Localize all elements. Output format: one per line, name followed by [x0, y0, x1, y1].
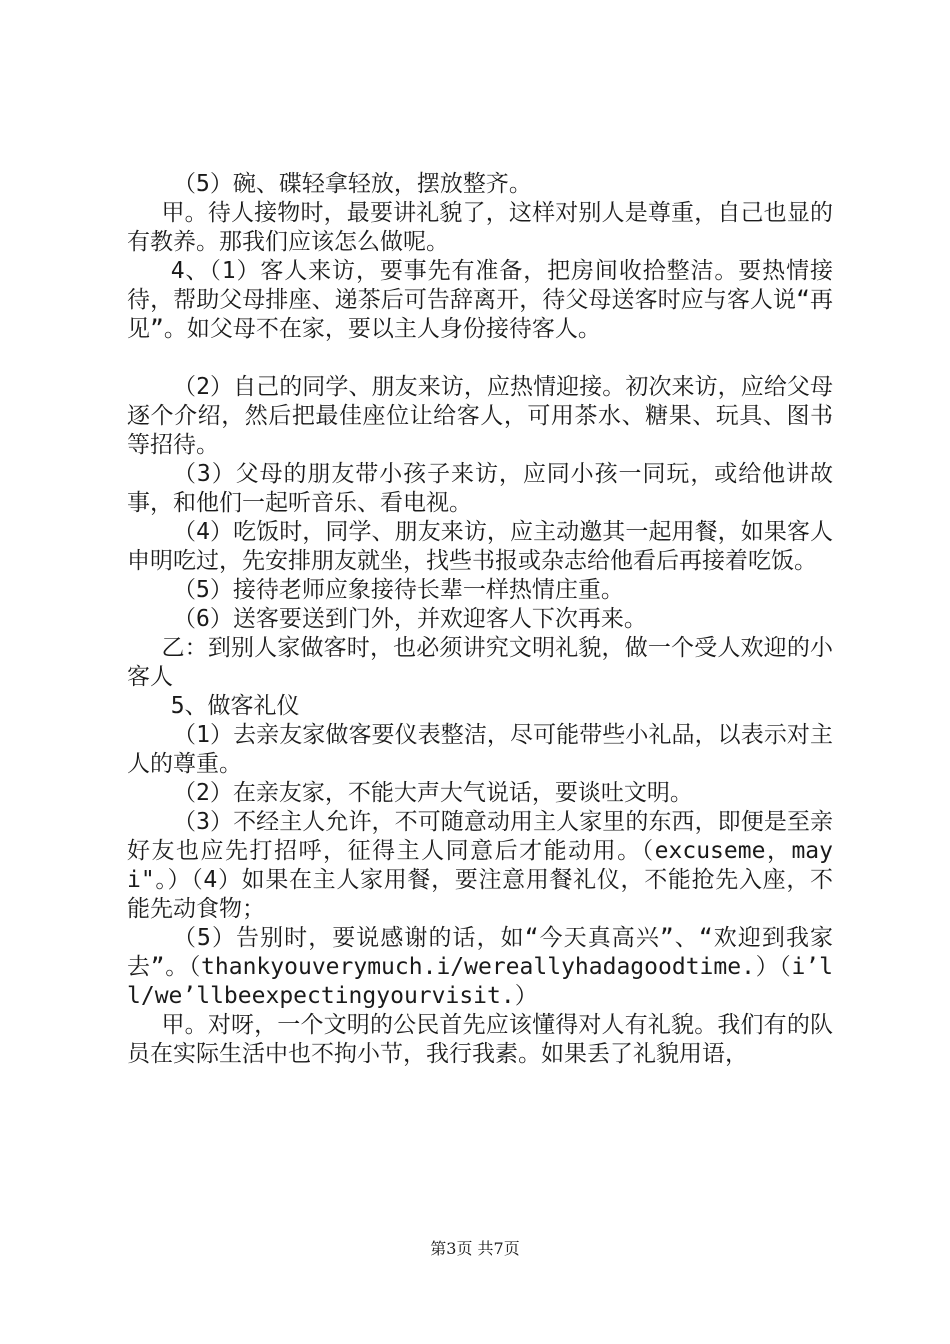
paragraph: （4）吃饭时，同学、朋友来访，应主动邀其一起用餐，如果客人申明吃过，先安排朋友就坐，找些书报或杂志给他看后再接着吃饭。	[127, 519, 833, 574]
paragraph: （3）父母的朋友带小孩子来访，应同小孩一同玩，或给他讲故事，和他们一起听音乐、看电视。	[127, 461, 833, 516]
paragraph: （5）接待老师应象接待长辈一样热情庄重。	[173, 577, 624, 603]
section-heading: 5、做客礼仪	[170, 693, 300, 719]
paragraph: （5）告别时，要说感谢的话，如“今天真高兴”、“欢迎到我家去”。（thankyouverymuch.i/wereallyhadagoodtime.）（i’ll/we’llbeexpectingyourvisit.）	[127, 925, 833, 1009]
paragraph: 4、（1）客人来访，要事先有准备，把房间收拾整洁。要热情接待，帮助父母排座、递茶后可告辞离开，待父母送客时应与客人说“再见”。如父母不在家，要以主人身份接待客人。	[127, 258, 833, 342]
paragraph: （5）碗、碟轻拿轻放，摆放整齐。	[173, 171, 532, 197]
paragraph: 甲。对呀，一个文明的公民首先应该懂得对人有礼貌。我们有的队员在实际生活中也不拘小节，我行我素。如果丢了礼貌用语，	[127, 1012, 833, 1067]
paragraph: 甲。待人接物时，最要讲礼貌了，这样对别人是尊重，自己也显的有教养。那我们应该怎么做呢。	[127, 200, 833, 255]
paragraph: （3）不经主人允许，不可随意动用主人家里的东西，即便是至亲好友也应先打招呼，征得主人同意后才能动用。（excuseme，mayi"。）（4）如果在主人家用餐，要注意用餐礼仪，不能抢先入座，不能先动食物；	[127, 809, 833, 922]
paragraph: （1）去亲友家做客要仪表整洁，尽可能带些小礼品，以表示对主人的尊重。	[127, 722, 833, 777]
page-number-footer: 第3页 共7页	[430, 1239, 520, 1258]
paragraph: （6）送客要送到门外，并欢迎客人下次再来。	[173, 606, 647, 632]
body-text	[127, 170, 833, 1069]
paragraph: 乙：到别人家做客时，也必须讲究文明礼貌，做一个受人欢迎的小客人	[127, 635, 833, 690]
paragraph: （2）在亲友家，不能大声大气说话，要谈吐文明。	[173, 780, 693, 806]
paragraph: （2）自己的同学、朋友来访，应热情迎接。初次来访，应给父母逐个介绍，然后把最佳座位让给客人，可用茶水、糖果、玩具、图书等招待。	[127, 374, 833, 458]
